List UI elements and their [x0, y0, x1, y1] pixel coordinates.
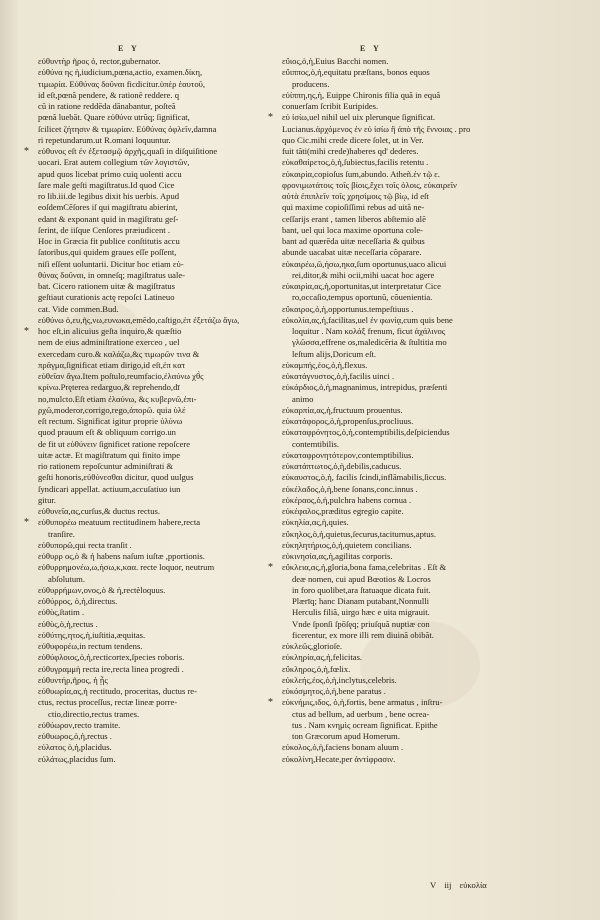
text-line	[282, 169, 517, 180]
text-line	[282, 427, 517, 438]
text-line	[38, 720, 273, 731]
text-line	[38, 427, 273, 438]
line-text: εὐθυρρήμων,ονος,ὁ & ἡ,rectèloquus.	[38, 584, 166, 595]
line-text: apud quos licebat primo cuiq uolenti accu	[38, 168, 182, 179]
line-text: ctus ad bellum, ad uerbum , bene ocrea-	[292, 708, 430, 719]
text-line	[282, 742, 517, 753]
text-line	[38, 506, 273, 517]
text-line	[282, 607, 517, 618]
line-text: leſtum alijs,Doricum eſt.	[292, 348, 377, 359]
line-text: εὐθυντήρ,ῆρος, ἡ ᾗς	[38, 674, 108, 685]
text-line	[38, 540, 273, 551]
text-line	[38, 675, 273, 686]
left-column	[24, 56, 273, 765]
line-text: τιμωρία. Εὐθύνας δοῦναι ficdicitur.ὑπὲρ ἑαυτοῦ,	[38, 78, 206, 89]
line-text: εὐκόσμητος,ὁ,ἡ,bene paratus .	[282, 686, 386, 696]
text-line	[282, 146, 517, 157]
text-line	[268, 112, 517, 124]
page-footer	[430, 880, 487, 890]
line-text: εὐκαιρία,copioſus ſum,abundo. Atheñ.ἐν τῷ ε.	[282, 168, 440, 179]
line-text: quod prauum eſt & obliquum corrigo.un	[38, 427, 176, 438]
text-line	[282, 247, 517, 258]
text-line	[282, 540, 517, 551]
text-line	[282, 517, 517, 528]
line-text: εὐκέφαλος,præditus egregio capite.	[282, 506, 404, 516]
text-line	[282, 371, 517, 382]
line-text: εὐθυωρος,ὁ,ἡ,rectus .	[38, 731, 112, 741]
asterisk-mark: *	[24, 326, 29, 337]
line-text: rei,ditor,& mihi ocii,mihi uacat hoc agere	[292, 269, 435, 280]
line-text: εὐκέραος,ὁ,ἡ,pulchra habens cornua .	[282, 494, 412, 505]
text-line	[282, 619, 517, 630]
text-line	[38, 697, 273, 708]
text-line	[38, 101, 273, 112]
line-text: qui maxime copioſiſſimi rebus ad uitã ne-	[282, 202, 425, 213]
text-line	[38, 236, 273, 247]
text-line	[282, 472, 517, 483]
line-text: εὐθυντὴρ ῆρος ὁ, rector,gubernator.	[38, 56, 161, 66]
line-text: producens.	[292, 78, 330, 89]
line-text: εὐκηλία,ας,ἡ,quies.	[282, 517, 349, 528]
line-text: ſare male geſti magiſtratus.Id quod Cice	[38, 179, 175, 190]
text-line	[38, 461, 273, 472]
text-line	[38, 551, 273, 562]
line-text: eoſdemCẽſores iſ qui magiſtratu abierint,	[38, 202, 178, 213]
text-line	[282, 630, 517, 641]
text-line	[282, 529, 517, 540]
line-text: εὐκαρπία,ας,ἡ,fructuum prouentus.	[282, 404, 403, 415]
line-text: eſt rectum. Significat igitur proprie ὑλύνω	[38, 416, 183, 426]
text-line	[38, 124, 273, 135]
text-line	[38, 574, 273, 585]
text-line	[282, 484, 517, 495]
text-line	[282, 709, 517, 720]
line-text: εὐκαθαίρετος,ὁ,ἡ,ſubiectus,facilis retentu .	[282, 157, 429, 168]
text-line	[38, 382, 273, 393]
text-line	[282, 405, 517, 416]
text-line	[282, 720, 517, 731]
text-line	[268, 697, 517, 709]
line-text: bant, uel qui loca maxime oportuna cole-	[282, 224, 424, 235]
line-text: εὔιππος,ὁ,ἡ,equitatu præſtans, bonos equos	[282, 67, 430, 78]
line-text: tus . Nam κνημὶς ocream ſignificat. Epithe	[292, 719, 438, 730]
line-text: deæ nomen, cui apud Bœotios & Locros	[292, 573, 431, 584]
text-line	[282, 191, 517, 202]
line-text: εὐ ἰσίω,uel nihil uel uix plerunque ſignificat.	[282, 112, 436, 123]
text-line	[282, 506, 517, 517]
line-text: εὔκληρος,ὁ,ἡ,fœlix.	[282, 663, 351, 674]
line-text: εὐθὺς,ὁ,ἡ,rectus .	[38, 618, 98, 629]
line-text: uocari. Erat autem collegium τῶν λογιστῶν,	[38, 157, 190, 168]
line-text: εὐθυπορῶ,qui recta tranſit .	[38, 539, 132, 550]
text-line	[38, 169, 273, 180]
line-text: εὐλάτως,placidus ſum.	[38, 753, 116, 764]
text-line	[38, 405, 273, 416]
asterisk-mark: *	[24, 146, 29, 157]
line-text: εὔκαιρος,ὁ,ἡ,opportunus.tempeſtiuus .	[282, 303, 414, 314]
line-text: εὐθυρρ ος,ὁ & ἡ habens naſum iuſtæ ,pportionis.	[38, 551, 205, 561]
line-text: tranſire.	[48, 528, 75, 539]
line-text: εὐθυφορέω,in rectum tendens.	[38, 641, 143, 651]
line-text: εὐθύνω ὁ,ευ,ῆς,νω,ευνωκα,emēdo,caſtigo,ἐπ ἐξετάζω ἄγω,	[38, 314, 240, 325]
text-line	[38, 607, 273, 618]
text-line	[38, 90, 273, 101]
line-text: εὐκαταφρόνητος,ὁ,ἡ,contemptibilis,deſpiciendus	[282, 427, 450, 438]
line-text: αὐτὰ ἐπιπλεῖν τοῖς χρησίμοις τῷ βίῳ, id eſt	[282, 191, 429, 201]
line-text: εὐθυρρημονέω,ω,ήσω,κ,καα. recte loquor, neutrum	[38, 562, 215, 573]
line-text: cũ in ratione reddēda dānabantur, poſteã	[38, 101, 176, 111]
line-text: ctio,directio,rectus trames.	[48, 708, 140, 719]
line-text: conuerſam ſcribit Euripides.	[282, 101, 379, 111]
text-line	[38, 225, 273, 236]
line-text: pœnã luebāt. Quare εὐθύνα utrũq; ſignificat,	[38, 112, 190, 123]
text-line	[38, 67, 273, 78]
line-text: loquitur . Nam κολάξ frenum, ficut ἀχάλινος	[292, 326, 446, 336]
text-line	[38, 709, 273, 720]
line-text: exercedam curo.& καλάζω,&ς τιμωρῶν τινα &	[38, 348, 200, 359]
line-text: εὐκαιρέω,ῶ,ήσω,ηκα,ſum oportunus,uaco alicui	[282, 258, 447, 269]
text-line	[38, 742, 273, 753]
line-text: εὐθύωρον,recto tramite.	[38, 719, 121, 730]
text-line	[282, 450, 517, 461]
text-line	[282, 551, 517, 562]
line-text: εὐθυνος eſt ἐν ἐξετασμῷ ἀρχῆς,quaſi in diſquiſitione	[38, 146, 218, 156]
line-text: animo	[292, 393, 314, 404]
line-text: εὐκλεῶς,glorioſe.	[282, 641, 343, 651]
binding-gutter	[0, 0, 18, 920]
text-line	[282, 281, 517, 292]
text-line	[282, 394, 517, 405]
text-line	[282, 124, 517, 135]
text-line	[38, 596, 273, 607]
text-line	[24, 517, 273, 529]
asterisk-mark: *	[268, 697, 273, 709]
line-text: εὐθύτης,ητος,ἡ,iuſtitia,æquitas.	[38, 629, 146, 640]
line-text: εὐκολίνη,Hecate,per ἀντίφρασιν.	[282, 753, 396, 764]
line-text: εὐκηλητήριος,ὁ,ἡ,quietem concilians.	[282, 539, 412, 550]
line-text: hoc eſt,in alicuius geſta inquiro,& quæſtio	[38, 326, 182, 336]
text-line	[282, 135, 517, 146]
signature-mark: V iij	[430, 880, 452, 890]
line-text: εὔιος,ὁ,ἡ,Euius Bacchi nomen.	[282, 56, 389, 66]
text-line	[38, 315, 273, 326]
line-text: εὐθυγραμμὴ recta ire,recta linea progredi .	[38, 663, 184, 674]
line-text: ro lib.iii.de legibus dixit his uerbis. Apud	[38, 191, 180, 201]
text-line	[282, 56, 517, 67]
line-text: εὐθὺς,ſtatim .	[38, 607, 85, 618]
text-line	[282, 259, 517, 270]
line-text: εὐκνήμις,ιδος, ὁ,ἡ,fortis, bene armatus , inſtru-	[282, 697, 443, 708]
text-line	[38, 731, 273, 742]
text-line	[268, 562, 517, 574]
text-line	[282, 79, 517, 90]
line-text: ſcilicet ζήτησιν & τιμωρίαν. Εὐθύνας ὀφλεῖν,damna	[38, 123, 217, 134]
text-line	[38, 337, 273, 348]
text-line	[282, 225, 517, 236]
text-line	[38, 664, 273, 675]
text-line	[282, 495, 517, 506]
line-text: nem de eius adminiſtratione exerceo , uel	[38, 337, 180, 348]
line-text: εὐλατος ὁ,ἡ,placidus.	[38, 742, 112, 753]
text-line	[282, 101, 517, 112]
right-column	[268, 56, 517, 765]
text-line	[282, 349, 517, 360]
line-text: rio rationem repoſcuntur adminiſtrati &	[38, 461, 174, 471]
catchword: εὐκολία	[459, 880, 487, 890]
text-line	[38, 450, 273, 461]
asterisk-mark: *	[268, 112, 273, 124]
text-line	[38, 79, 273, 90]
line-text: εὐκινησία,ας,ἡ,agilitas corporis.	[282, 551, 393, 561]
line-text: Plærīq; hanc Dianam putabant,Nonnulli	[292, 596, 430, 606]
line-text: εὐθυωρία,ας,ἡ rectitudo, proceritas, ductus re-	[38, 686, 197, 696]
line-text: ſyndicari appellat. actiuum,accuſatiuo iun	[38, 483, 181, 494]
line-text: abſolutum.	[48, 573, 85, 584]
text-line	[38, 495, 273, 506]
text-line	[282, 664, 517, 675]
text-line	[282, 461, 517, 472]
line-text: ri repetundarum.ut R.omani loquuntur.	[38, 134, 171, 145]
text-line	[38, 416, 273, 427]
line-text: εὐκαυστος,ὁ,ἡ, facilis ſcindi,inflāmabilis,ſiccus.	[282, 472, 447, 483]
line-text: εὔκηλος,ὁ,ἡ,quietus,ſecurus,taciturnus,aptus.	[282, 528, 437, 539]
line-text: εὐκαιρία,ας,ἡ,oportunitas,ut interpretatur Cice	[282, 281, 441, 291]
text-line	[282, 326, 517, 337]
text-line	[282, 754, 517, 765]
line-text: εὐθύνα ης ἡ,iudicium,pœna,actio, examen.δίκη,	[38, 67, 203, 78]
text-line	[282, 304, 517, 315]
text-line	[282, 67, 517, 78]
text-line	[38, 529, 273, 540]
line-text: εὐκατάπτωτος,ὁ,ἡ,debilis,caducus.	[282, 461, 402, 471]
text-line	[38, 562, 273, 573]
running-head-right: E Y	[360, 44, 382, 53]
line-text: Lucianus.ἀρχόμενος ἐν εὐ ἰσίω ἢ ἀπὸ τῆς ἔννοιας . pro	[282, 123, 471, 134]
text-line	[38, 191, 273, 202]
line-text: εὐκληρία,ας,ἡ,felicitas.	[282, 652, 363, 663]
line-text: ſerint, de iiſque Cenſores præiudicent .	[38, 224, 170, 235]
text-line	[282, 202, 517, 213]
text-line	[282, 416, 517, 427]
text-line	[38, 180, 273, 191]
text-line	[38, 259, 273, 270]
line-text: πρᾶγμα,ſignificat etiam dirigo,id eſt,ἐπ κατ	[38, 359, 186, 370]
text-line	[282, 731, 517, 742]
text-line	[282, 439, 517, 450]
line-text: ρχῶ,moderor,corrigo,rego,ἀπορῶ. quia ὑλέ	[38, 404, 186, 415]
line-text: εὐκαταφρονητότερον,contemptibilius.	[282, 449, 414, 460]
line-text: ton Græcorum apud Homerum.	[292, 731, 400, 741]
line-text: εὐκαμπής,ἐος,ὁ,ἡ,flexus.	[282, 359, 368, 370]
line-text: geſti honoris,εὐθύνεσθαι dicitur, quod uulgus	[38, 472, 194, 483]
line-text: εὐκέλαδος,ὁ,ἡ,bene ſonans,conc.innus .	[282, 483, 418, 494]
line-text: contemtibilis.	[292, 438, 340, 449]
text-line	[282, 585, 517, 596]
asterisk-mark: *	[268, 562, 273, 574]
line-text: γλῶσσα,effrene os,maledicēria & ſtultitia mo	[292, 337, 447, 348]
line-text: φρονιμωτάτοις τοῖς βίοις,ἔχει τοῖς ὁλοις, εὐκαιρεῖν	[282, 179, 457, 190]
line-text: edant & exponant quid in magiſtratu geſ-	[38, 213, 179, 224]
running-head-left: E Y	[118, 44, 140, 53]
text-line	[38, 112, 273, 123]
text-line	[38, 202, 273, 213]
line-text: εὐθυπορέω meatuum rectitudinem habere,recta	[38, 517, 201, 528]
line-text: cat. Vide commen.Bud.	[38, 303, 119, 314]
text-line	[38, 619, 273, 630]
text-line	[282, 236, 517, 247]
line-text: de fit ut εὐθύνειν ſignificet ratione repoſcere	[38, 438, 191, 449]
line-text: quo Cic.mihi crede dicere ſolet, ut in Ver.	[282, 134, 424, 145]
line-text: εὐίππη,ης,ἡ, Euippe Chironis filia quã in equã	[282, 89, 441, 100]
text-line	[282, 315, 517, 326]
line-text: ſatoribus,qui quidem graues eſſe poſſent,	[38, 247, 177, 258]
text-line	[38, 652, 273, 663]
line-text: εὔκλεια,ας,ἡ,gloria,bona fama,celebritas . Eſt &	[282, 562, 447, 573]
line-text: fuit tãti(mihi crede)haberes qd' dederes.	[282, 146, 419, 156]
text-line	[282, 292, 517, 303]
text-line	[38, 135, 273, 146]
line-text: εὐκάρδιος,ὁ,ἡ,magnanimus, intrepidus, præſenti	[282, 382, 448, 393]
line-text: ro,occaſio,tempus oportunũ, cõuenientia.	[292, 292, 433, 303]
text-line	[38, 630, 273, 641]
text-line	[282, 641, 517, 652]
line-text: ceſſarijs erant , tamen liberos abſtemio alē	[282, 213, 426, 224]
text-line	[38, 686, 273, 697]
text-line	[282, 270, 517, 281]
text-line	[282, 675, 517, 686]
line-text: Hoc in Græcia fit publice conſtitutis accu	[38, 236, 180, 246]
text-line	[282, 214, 517, 225]
text-line	[282, 157, 517, 168]
text-line	[282, 180, 517, 191]
text-line	[38, 349, 273, 360]
line-text: εὐθύρρος, ὁ,ἡ,directus.	[38, 596, 118, 606]
text-line	[24, 146, 273, 157]
text-line	[38, 394, 273, 405]
line-text: εὐκατάφορος,ὁ,ἡ,propenſus,procliuus.	[282, 416, 414, 426]
text-line	[282, 686, 517, 697]
line-text: ctus, rectus proceſſus, rectæ lineæ porre-	[38, 697, 178, 708]
text-line	[38, 56, 273, 67]
line-text: id eſt,pœnã pendere, & rationē reddere. q	[38, 89, 180, 100]
line-text: in foro quolibet,ara ſtatuaque dicata fuit.	[292, 584, 431, 595]
text-line	[24, 326, 273, 337]
line-text: εὐθεῖαν ἄγω.Item poſtulo,reumfacio,ἐλαύνω χθ̀ς	[38, 371, 204, 381]
text-line	[282, 90, 517, 101]
line-text: abunde uacabat uitæ neceſſaria cõparare.	[282, 247, 422, 258]
line-text: niſi eſſent uoluntarii. Dicitur hoc etiam εὐ-	[38, 258, 184, 269]
line-text: uitæ actæ. Et magiſtratum qui finito impe	[38, 449, 181, 460]
text-line	[38, 281, 273, 292]
text-line	[282, 574, 517, 585]
text-line	[38, 585, 273, 596]
text-line	[282, 596, 517, 607]
line-text: εὐκλεής,ἐος,ὁ,ἡ,inclytus,celebris.	[282, 674, 397, 685]
line-text: εὐθύφλοιος,ὁ,ἡ,recticortex,ſpecies roboris.	[38, 652, 185, 663]
text-line	[282, 652, 517, 663]
line-text: bant ad quærēda uitæ neceſſaria & quibus	[282, 236, 425, 246]
text-line	[38, 292, 273, 303]
text-line	[38, 754, 273, 765]
text-line	[38, 360, 273, 371]
line-text: εὐθυνεῖα,ας,curſus,& ductus rectus.	[38, 506, 160, 516]
line-text: κρίνω.Pręterea redarguo,& reprehendo,dī	[38, 382, 180, 393]
line-text: bat. Cicero rationem uitæ & magiſtratus	[38, 281, 175, 291]
line-text: Vnde ſponſi ſpōſęq; priuſquã nuptiæ con	[292, 618, 430, 629]
line-text: εὐκολος,ὁ,ἡ,faciens bonam aluum .	[282, 742, 404, 753]
line-text: no,mulcto.Eſt etiam ἐλαύνω, &ς κυβερνῶ,ἐπι-	[38, 393, 197, 404]
line-text: ficerentur, ex more illi rem diuinã obibãt.	[292, 629, 434, 640]
text-line	[38, 247, 273, 258]
line-text: εὐκολία,ας,ἡ,facilitas,uel ἐν φωνίᾳ,cum quis bene	[282, 314, 453, 325]
line-text: θύνας δοῦναι, in omneſq; magiſtratus uale-	[38, 269, 186, 280]
line-text: gitur.	[38, 494, 56, 505]
text-line	[282, 360, 517, 371]
line-text: geſtiaut curationis actę repoſci Latineuo	[38, 292, 175, 303]
line-text: εὐκατάγνυστος,ὁ,ἡ,facilis uinci .	[282, 371, 395, 381]
text-line	[38, 641, 273, 652]
line-text: Herculis filiã, uirgo hæc e uita migrauit.	[292, 607, 430, 618]
asterisk-mark: *	[24, 517, 29, 529]
text-line	[38, 371, 273, 382]
text-line	[38, 439, 273, 450]
text-line	[38, 304, 273, 315]
text-line	[38, 270, 273, 281]
text-line	[38, 214, 273, 225]
text-line	[38, 472, 273, 483]
text-line	[282, 382, 517, 393]
text-line	[38, 484, 273, 495]
text-line	[38, 157, 273, 168]
text-line	[282, 337, 517, 348]
